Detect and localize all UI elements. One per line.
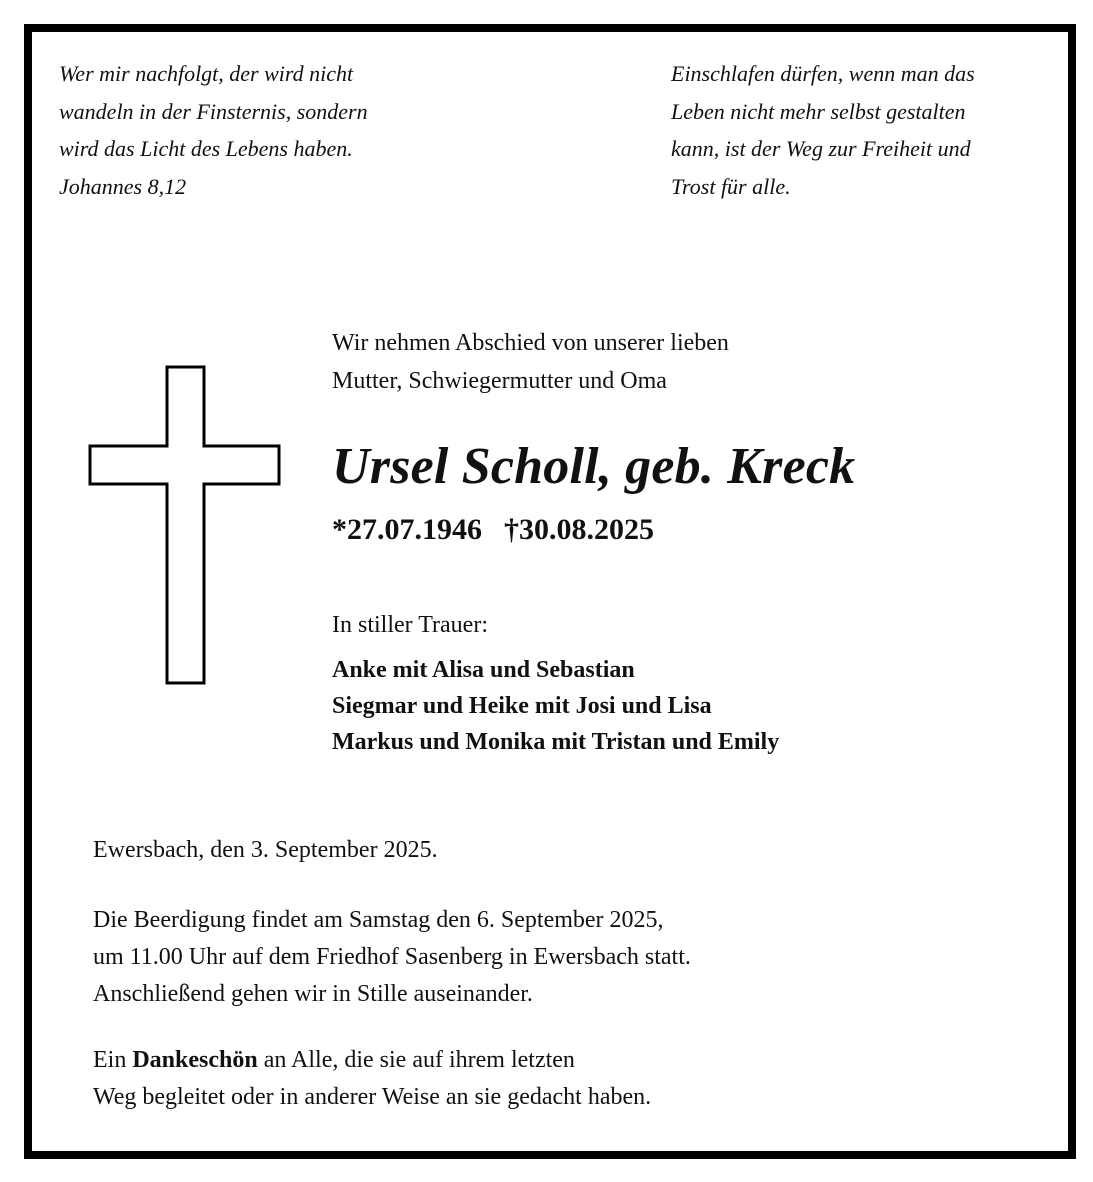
quote-line: wandeln in der Finsternis, sondern bbox=[59, 98, 368, 124]
intro-line: Mutter, Schwiegermutter und Oma bbox=[332, 368, 667, 394]
thanks-note bbox=[93, 1042, 651, 1116]
thanks-suffix: an Alle, die sie auf ihrem letzten bbox=[257, 1047, 575, 1073]
quote-line: kann, ist der Weg zur Freiheit und bbox=[671, 136, 971, 161]
quote-line: Trost für alle. bbox=[671, 173, 791, 199]
quote-line: wird das Licht des Lebens haben. bbox=[59, 136, 353, 161]
quote-line: Leben nicht mehr selbst gestalten bbox=[671, 98, 966, 124]
thanks-prefix: Ein bbox=[93, 1047, 133, 1073]
bible-quote bbox=[59, 55, 368, 205]
mourners-list bbox=[332, 652, 779, 760]
funeral-line: Die Beerdigung findet am Samstag den 6. September 2025, bbox=[93, 907, 664, 933]
cross-icon bbox=[87, 365, 283, 692]
intro-line: Wir nehmen Abschied von unserer lieben bbox=[332, 330, 729, 356]
birth-date: *27.07.1946 bbox=[332, 513, 482, 546]
farewell-intro bbox=[332, 324, 729, 400]
mourning-label: In stiller Trauer: bbox=[332, 612, 488, 638]
quote-source: Johannes 8,12 bbox=[59, 173, 187, 199]
funeral-details bbox=[93, 902, 691, 1013]
mourner-line: Anke mit Alisa und Sebastian bbox=[332, 657, 635, 683]
mourner-line: Markus und Monika mit Tristan und Emily bbox=[332, 729, 780, 755]
funeral-line: um 11.00 Uhr auf dem Friedhof Sasenberg in Ewersbach statt. bbox=[93, 944, 691, 970]
quote-line: Wer mir nachfolgt, der wird nicht bbox=[59, 61, 354, 86]
thanks-line bbox=[93, 1042, 651, 1079]
death-date: †30.08.2025 bbox=[504, 513, 654, 546]
quote-line: Einschlafen dürfen, wenn man das bbox=[671, 61, 975, 86]
place-and-date: Ewersbach, den 3. September 2025. bbox=[93, 837, 438, 863]
funeral-line: Anschließend gehen wir in Stille auseinander. bbox=[93, 981, 533, 1007]
life-dates bbox=[332, 510, 654, 550]
comfort-quote bbox=[671, 55, 975, 205]
deceased-name: Ursel Scholl, geb. Kreck bbox=[332, 438, 856, 495]
thanks-emphasis: Dankeschön bbox=[132, 1047, 258, 1073]
mourner-line: Siegmar und Heike mit Josi und Lisa bbox=[332, 693, 712, 719]
thanks-line: Weg begleitet oder in anderer Weise an sie gedacht haben. bbox=[93, 1084, 652, 1110]
